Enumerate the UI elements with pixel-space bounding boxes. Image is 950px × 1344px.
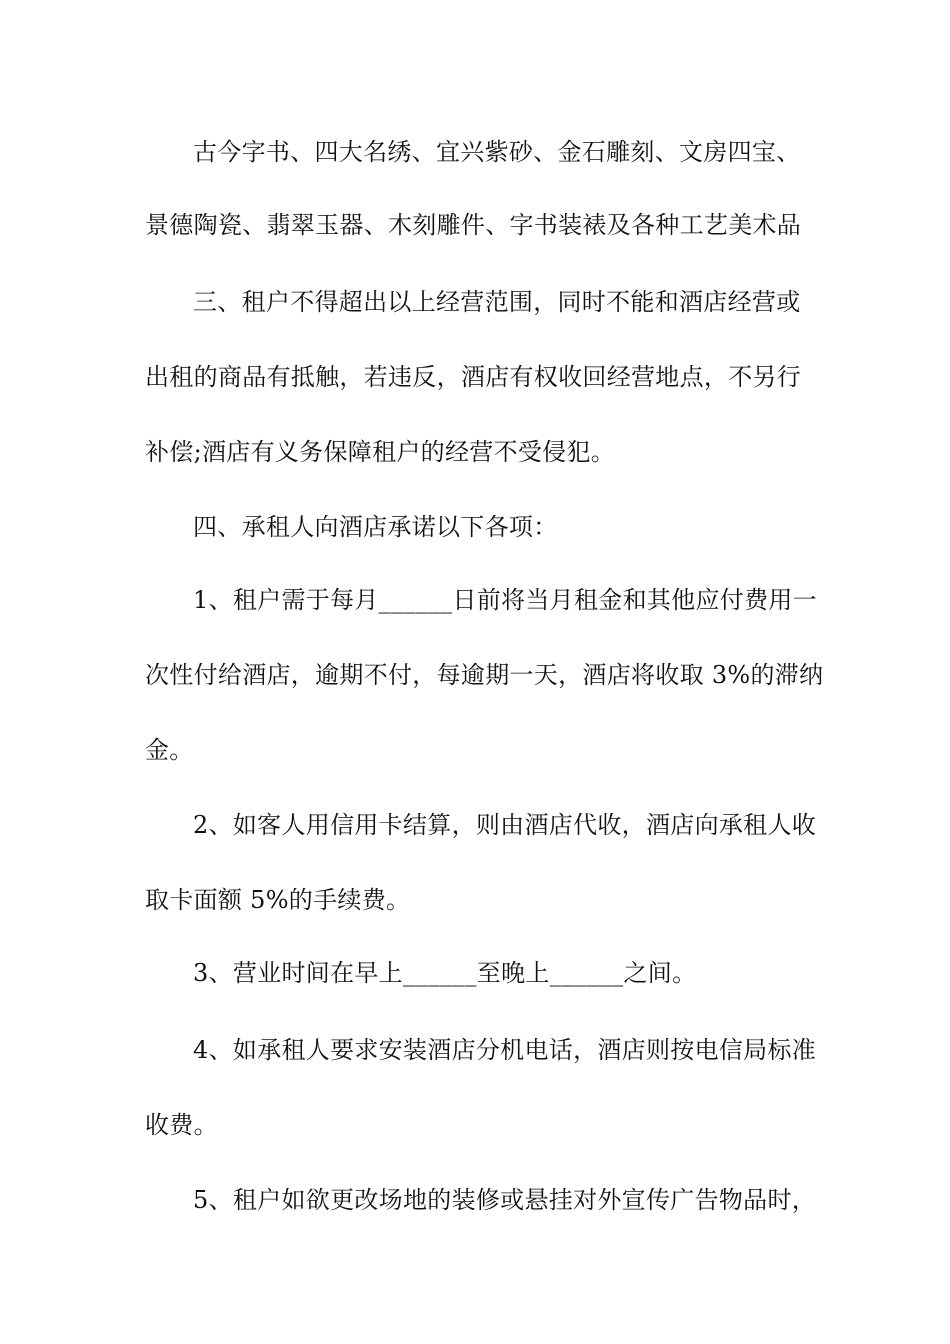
text-line: 补偿;酒店有义务保障租户的经营不受侵犯。 <box>145 438 616 466</box>
text-line: 收费。 <box>145 1111 218 1139</box>
text-line: 金。 <box>145 736 194 764</box>
text-line: 古今字书、四大名绣、宜兴紫砂、金石雕刻、文房四宝、 <box>193 138 801 166</box>
text-line: 四、承租人向酒店承诺以下各项： <box>193 513 558 541</box>
text-line: 2、如客人用信用卡结算，则由酒店代收，酒店向承租人收 <box>193 811 817 839</box>
text-line: 4、如承租人要求安装酒店分机电话，酒店则按电信局标准 <box>193 1036 817 1064</box>
text-line: 出租的商品有抵触，若违反，酒店有权收回经营地点，不另行 <box>145 363 802 391</box>
text-line: 3、营业时间在早上______至晚上______之间。 <box>193 959 697 987</box>
text-line: 5、租户如欲更改场地的装修或悬挂对外宣传广告物品时， <box>193 1186 817 1214</box>
text-line: 景德陶瓷、翡翠玉器、木刻雕件、字书装裱及各种工艺美术品 <box>145 211 802 239</box>
text-line: 次性付给酒店，逾期不付，每逾期一天，酒店将收取 3%的滞纳 <box>145 661 824 689</box>
text-line: 1、租户需于每月______日前将当月租金和其他应付费用一 <box>193 586 817 614</box>
text-line: 三、租户不得超出以上经营范围，同时不能和酒店经营或 <box>193 288 801 316</box>
text-line: 取卡面额 5%的手续费。 <box>145 886 411 914</box>
